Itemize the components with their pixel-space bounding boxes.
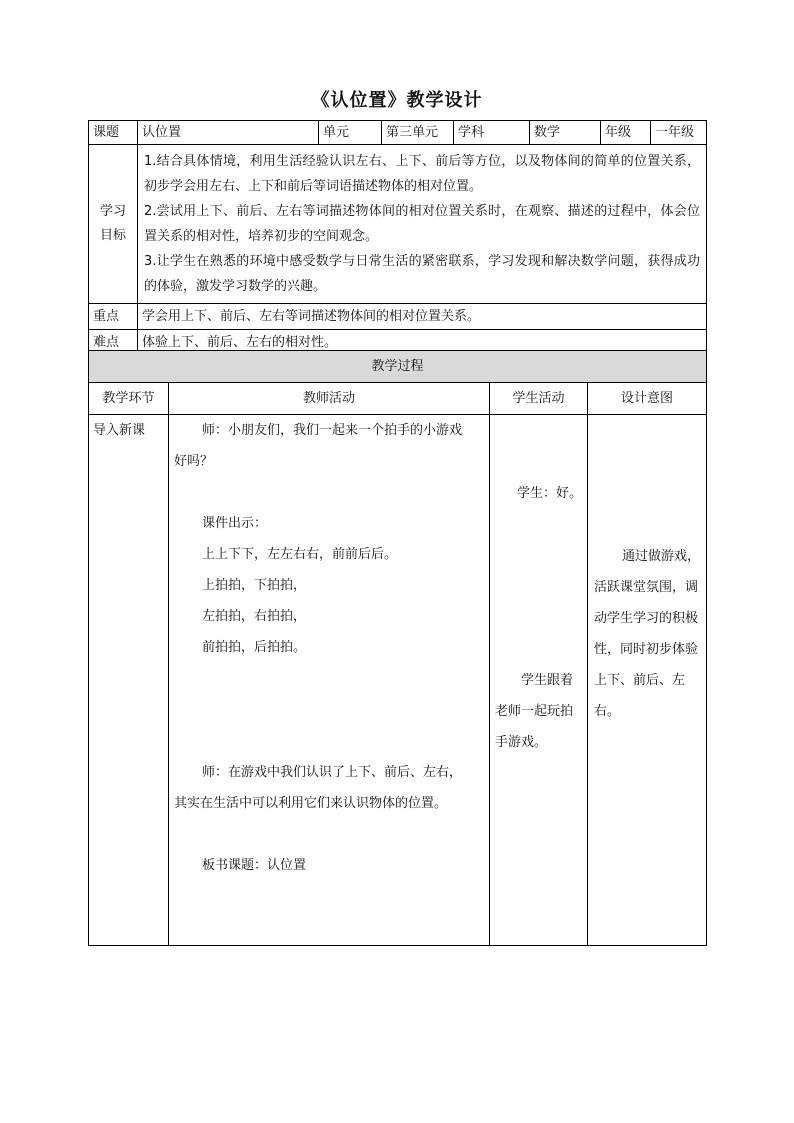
teacher-activity xyxy=(169,415,490,946)
student-play: 学生跟着老师一起玩拍手游戏。 xyxy=(495,673,574,750)
chant-line: 左拍拍，右拍拍， xyxy=(202,609,307,624)
subject-label: 学科 xyxy=(454,121,530,145)
student-activity xyxy=(490,415,588,946)
col-header-student: 学生活动 xyxy=(490,383,588,415)
col-header-stage: 教学环节 xyxy=(89,383,169,415)
objectives-label-line1: 学习 xyxy=(99,204,126,220)
chant-line: 前拍拍，后拍拍。 xyxy=(202,640,307,655)
unit-value: 第三单元 xyxy=(382,121,454,145)
page-title: 《认位置》教学设计 xyxy=(311,90,483,111)
student-reply: 学生：好。 xyxy=(517,486,583,501)
chant-line: 上上下下，左左右右，前前后后。 xyxy=(202,547,398,562)
objective-item: 3.让学生在熟悉的环境中感受数学与日常生活的紧密联系，学习发现和解决数学问题，获得成功的体验，激发学习数学的兴趣。 xyxy=(144,254,700,294)
objectives-label-line2: 目标 xyxy=(99,228,126,243)
stage-cell xyxy=(89,415,169,946)
process-heading: 教学过程 xyxy=(89,351,707,383)
grade-label: 年级 xyxy=(601,121,651,145)
key-point-text: 学会用上下、前后、左右等词描述物体间的相对位置关系。 xyxy=(138,304,707,330)
design-intent xyxy=(588,415,707,946)
objective-item: 1.结合具体情境，利用生活经验认识左右、上下、前后等方位，以及物体间的简单的位置关系，初步学会用左右、上下和前后等词语描述物体的相对位置。 xyxy=(144,154,700,194)
unit-label: 单元 xyxy=(319,121,382,145)
difficulty-text: 体验上下、前后、左右的相对性。 xyxy=(138,330,707,356)
objectives-content xyxy=(138,145,707,304)
info-table xyxy=(88,120,707,356)
difficulty-label: 难点 xyxy=(89,330,138,356)
col-header-teacher: 教师活动 xyxy=(169,383,490,415)
grade-value: 一年级 xyxy=(651,121,707,145)
teacher-line: 其实在生活中可以利用它们来认识物体的位置。 xyxy=(174,796,448,811)
process-table xyxy=(88,350,707,946)
teacher-line: 师：在游戏中我们认识了上下、前后、左右， xyxy=(202,765,463,780)
teacher-line: 好吗？ xyxy=(174,454,214,469)
courseware-label: 课件出示： xyxy=(202,516,268,531)
objectives-label xyxy=(89,145,138,304)
chant-line: 上拍拍，下拍拍， xyxy=(202,578,307,593)
subject-value: 数学 xyxy=(530,121,601,145)
board-title: 板书课题：认位置 xyxy=(202,858,307,873)
topic-label: 课题 xyxy=(89,121,138,145)
col-header-design: 设计意图 xyxy=(588,383,707,415)
teacher-line: 师：小朋友们，我们一起来一个拍手的小游戏 xyxy=(202,423,463,438)
objective-item: 2.尝试用上下、前后、左右等词描述物体间的相对位置关系时，在观察、描述的过程中，体会位置关系的相对性，培养初步的空间观念。 xyxy=(144,204,700,244)
key-point-label: 重点 xyxy=(89,304,138,330)
topic-value: 认位置 xyxy=(138,121,319,145)
design-text: 通过做游戏，活跃课堂氛围，调动学生学习的积极性，同时初步体验上下、前后、左右。 xyxy=(594,549,701,719)
stage-name: 导入新课 xyxy=(93,423,146,438)
